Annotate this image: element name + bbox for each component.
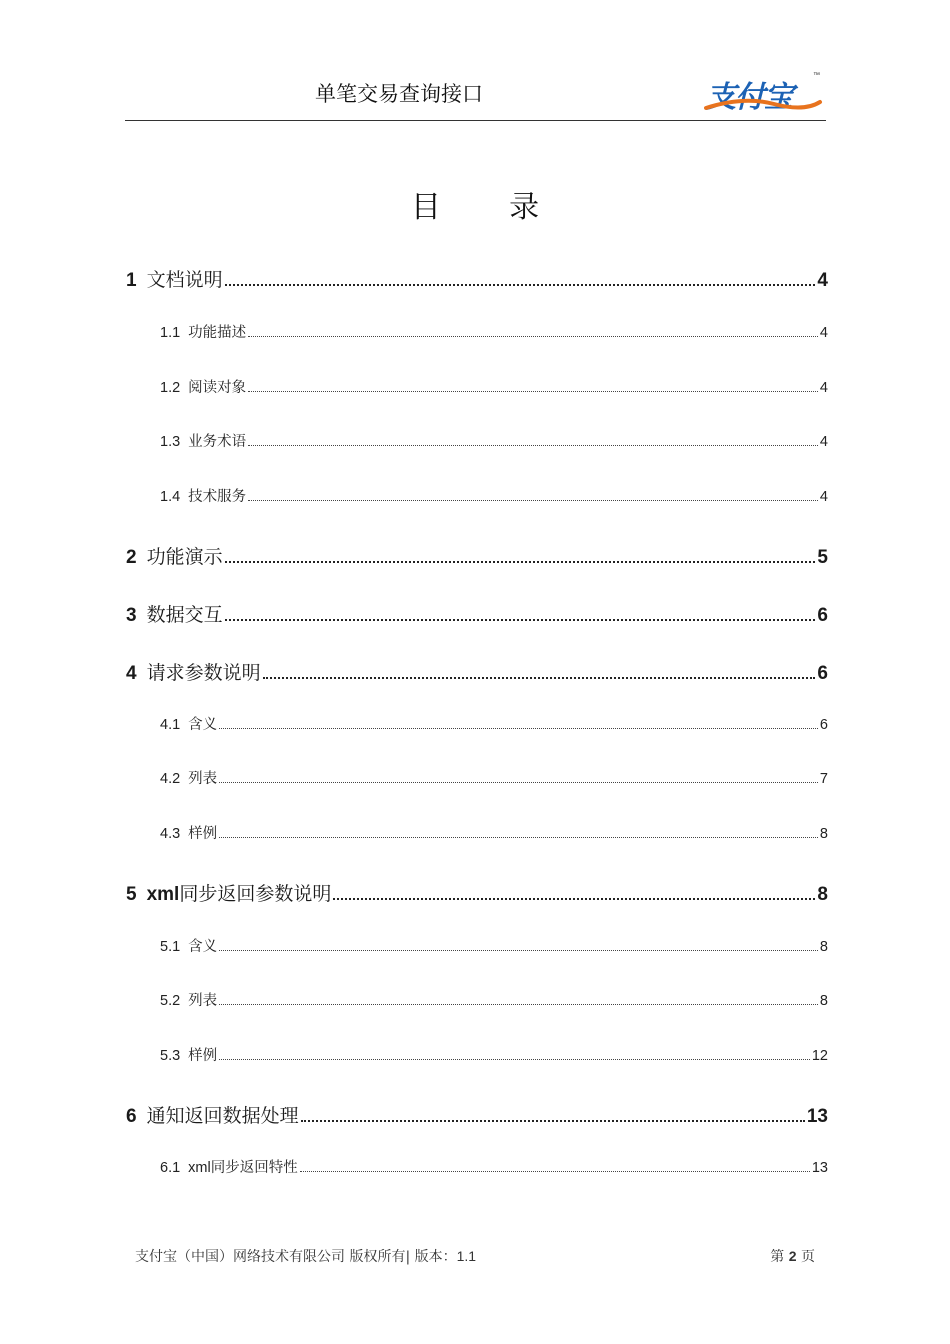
- toc-entry[interactable]: [160, 989, 828, 1010]
- toc-entry-page: 6: [817, 605, 828, 626]
- toc-entry[interactable]: [126, 879, 828, 906]
- toc-title: 目 录: [410, 191, 570, 224]
- toc-entry-number: 3: [126, 605, 137, 626]
- toc-entry-title: 文档说明: [146, 270, 223, 291]
- toc-entry[interactable]: [160, 485, 828, 506]
- toc-entry-page: 8: [819, 826, 828, 842]
- toc-entry-number: 4: [126, 663, 137, 684]
- toc-entry-title: 数据交互: [146, 605, 223, 626]
- toc-entry[interactable]: [160, 1156, 828, 1177]
- toc-entry[interactable]: [160, 430, 828, 451]
- toc-entry-title: 样例: [188, 826, 218, 842]
- toc-entry[interactable]: [126, 658, 828, 685]
- toc-entry[interactable]: [160, 321, 828, 342]
- toc-entry-title: 功能演示: [146, 547, 223, 568]
- toc-entry-number: 1: [126, 270, 137, 291]
- toc-entry[interactable]: [160, 376, 828, 397]
- toc-entry-title: 技术服务: [188, 489, 247, 505]
- toc-entry-page: 4: [819, 380, 828, 396]
- footer-copyright-text: 支付宝（中国）网络技术有限公司 版权所有| 版本：: [135, 1249, 457, 1265]
- toc-entry-page: 13: [811, 1160, 828, 1176]
- toc-leader-dots: [300, 1170, 810, 1172]
- footer-version: 1.1: [456, 1248, 477, 1264]
- toc-entry-number: 4.3: [160, 826, 181, 842]
- toc-entry-number: 5.1: [160, 939, 181, 955]
- toc-leader-dots: [333, 897, 815, 900]
- footer-page-prefix: 第: [770, 1249, 785, 1265]
- toc-entry-page: 12: [811, 1048, 828, 1064]
- footer-page-number: [770, 1246, 815, 1266]
- toc-entry-title: 业务术语: [188, 434, 247, 450]
- toc-entry-number: 6.1: [160, 1160, 181, 1176]
- toc-entry-page: 7: [819, 771, 828, 787]
- toc-entry-number: 5.2: [160, 993, 181, 1009]
- toc-leader-dots: [248, 499, 818, 501]
- toc-entry-page: 4: [819, 325, 828, 341]
- toc-leader-dots: [219, 727, 818, 729]
- toc-entry[interactable]: [126, 600, 828, 627]
- toc-leader-dots: [248, 390, 818, 392]
- page-header: [125, 66, 826, 121]
- toc-entry-title: 含义: [188, 717, 218, 733]
- toc-entry-title: 样例: [188, 1048, 218, 1064]
- toc-entry-number: 4.1: [160, 717, 181, 733]
- toc-leader-dots: [219, 949, 818, 951]
- toc-leader-dots: [219, 836, 818, 838]
- toc-leader-dots: [219, 781, 818, 783]
- toc-entry[interactable]: [160, 822, 828, 843]
- toc-entry-number: 6: [126, 1106, 137, 1127]
- toc-entry-title: 阅读对象: [188, 380, 247, 396]
- logo-text: 支付宝: [706, 80, 793, 115]
- toc-entry-title: 请求参数说明: [146, 663, 261, 684]
- toc-entry-number: 1.2: [160, 380, 181, 396]
- toc-entry-page: 8: [819, 993, 828, 1009]
- toc-entry-number: 5.3: [160, 1048, 181, 1064]
- toc-entry-page: 6: [819, 717, 828, 733]
- toc-entry[interactable]: [160, 935, 828, 956]
- toc-entry-number: 1.4: [160, 489, 181, 505]
- toc-entry-number: 1.3: [160, 434, 181, 450]
- logo-trademark: ™: [813, 72, 820, 79]
- toc-entry[interactable]: [126, 542, 828, 569]
- toc-entry-title: 功能描述: [188, 325, 247, 341]
- logo-swoosh-icon: [704, 94, 824, 114]
- header-title: 单笔交易查询接口: [315, 83, 483, 106]
- toc-leader-dots: [248, 444, 818, 446]
- toc-entry-title: 通知返回数据处理: [146, 1106, 299, 1127]
- toc-entry-number: 4.2: [160, 771, 181, 787]
- toc-leader-dots: [219, 1003, 818, 1005]
- footer-page-suffix: 页: [801, 1249, 815, 1265]
- toc-entry-title: 列表: [188, 993, 218, 1009]
- toc-entry-page: 4: [819, 434, 828, 450]
- toc-entry-number: 5: [126, 884, 137, 905]
- toc-entry-page: 6: [817, 663, 828, 684]
- alipay-logo: [704, 72, 824, 114]
- toc-leader-dots: [225, 283, 816, 286]
- toc-entry-title: 含义: [188, 939, 218, 955]
- toc-entry-page: 4: [817, 270, 828, 291]
- toc-leader-dots: [301, 1119, 805, 1122]
- toc-entry[interactable]: [160, 1044, 828, 1065]
- toc-leader-dots: [248, 335, 818, 337]
- footer-page-num: 2: [788, 1248, 797, 1264]
- toc-entry[interactable]: [126, 265, 828, 292]
- toc-entry[interactable]: [160, 713, 828, 734]
- toc-entry[interactable]: [126, 1101, 828, 1128]
- toc-entry-number: 2: [126, 547, 137, 568]
- toc-entry-page: 5: [817, 547, 828, 568]
- toc-leader-dots: [263, 676, 816, 679]
- toc-entry-title-bold-part: xml: [146, 884, 180, 905]
- toc-leader-dots: [219, 1058, 810, 1060]
- toc-entry-number: 1.1: [160, 325, 181, 341]
- footer-copyright: [135, 1246, 476, 1266]
- toc-entry-title: xml同步返回参数说明: [146, 884, 332, 905]
- toc-entry[interactable]: [160, 767, 828, 788]
- toc-leader-dots: [225, 618, 816, 621]
- toc-entry-page: 8: [817, 884, 828, 905]
- toc-entry-page: 8: [819, 939, 828, 955]
- toc-leader-dots: [225, 560, 816, 563]
- toc-entry-page: 13: [806, 1106, 828, 1127]
- toc-entry-title: 列表: [188, 771, 218, 787]
- toc-entry-title: xml同步返回特性: [188, 1160, 298, 1176]
- toc-entry-page: 4: [819, 489, 828, 505]
